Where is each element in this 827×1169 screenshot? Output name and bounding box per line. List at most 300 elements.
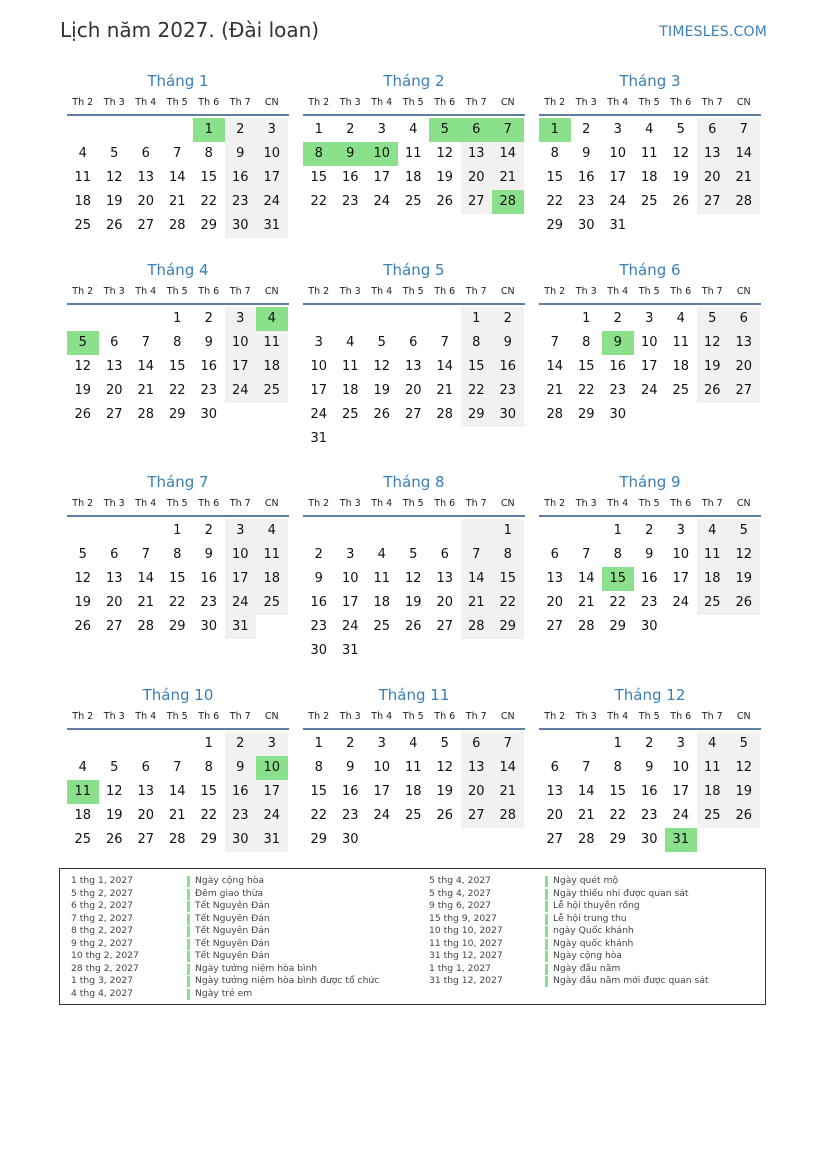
day-cell[interactable]: 10 <box>373 760 391 775</box>
day-cell[interactable]: 7 <box>141 335 150 350</box>
day-cell[interactable]: 31 <box>256 828 288 852</box>
day-cell[interactable]: 28 <box>492 804 524 828</box>
day-cell[interactable]: 3 <box>377 122 386 137</box>
day-cell[interactable]: 23 <box>492 379 524 403</box>
day-cell[interactable]: 1 <box>173 311 182 326</box>
day-cell[interactable]: 15 <box>609 784 627 799</box>
day-cell[interactable]: 22 <box>492 591 524 615</box>
day-cell[interactable]: 28 <box>577 832 595 847</box>
day-cell[interactable]: 5 <box>78 547 87 562</box>
day-cell[interactable]: 26 <box>373 407 391 422</box>
day-cell[interactable]: 28 <box>492 190 524 214</box>
day-cell[interactable]: 14 <box>168 784 186 799</box>
day-cell[interactable]: 19 <box>105 194 123 209</box>
day-cell[interactable]: 24 <box>225 379 257 403</box>
day-cell[interactable]: 17 <box>373 784 391 799</box>
day-cell[interactable]: 20 <box>105 595 123 610</box>
day-cell[interactable]: 29 <box>168 619 186 634</box>
day-cell[interactable]: 19 <box>728 780 760 804</box>
day-cell[interactable]: 15 <box>200 170 218 185</box>
day-cell[interactable]: 17 <box>256 780 288 804</box>
day-cell[interactable]: 8 <box>204 146 213 161</box>
day-cell[interactable]: 13 <box>728 331 760 355</box>
day-cell[interactable]: 11 <box>672 335 690 350</box>
day-cell[interactable]: 2 <box>346 122 355 137</box>
day-cell[interactable]: 20 <box>105 383 123 398</box>
day-cell[interactable]: 1 <box>173 523 182 538</box>
day-cell[interactable]: 23 <box>225 190 257 214</box>
day-cell[interactable]: 29 <box>609 619 627 634</box>
day-cell[interactable]: 10 <box>310 359 328 374</box>
day-cell[interactable]: 3 <box>225 519 257 543</box>
day-cell[interactable]: 22 <box>200 194 218 209</box>
day-cell[interactable]: 23 <box>577 194 595 209</box>
day-cell[interactable]: 9 <box>204 335 213 350</box>
day-cell[interactable]: 25 <box>74 832 92 847</box>
day-cell[interactable]: 22 <box>609 808 627 823</box>
day-cell[interactable]: 26 <box>728 591 760 615</box>
day-cell[interactable]: 23 <box>225 804 257 828</box>
day-cell[interactable]: 1 <box>613 523 622 538</box>
day-cell[interactable]: 2 <box>645 523 654 538</box>
day-cell[interactable]: 8 <box>582 335 591 350</box>
day-cell[interactable]: 20 <box>697 166 729 190</box>
day-cell[interactable]: 8 <box>492 543 524 567</box>
day-cell[interactable]: 9 <box>602 331 634 355</box>
day-cell[interactable]: 30 <box>492 403 524 427</box>
day-cell[interactable]: 25 <box>404 194 422 209</box>
day-cell[interactable]: 18 <box>256 355 288 379</box>
day-cell[interactable]: 31 <box>609 218 627 233</box>
day-cell[interactable]: 30 <box>341 832 359 847</box>
day-cell[interactable]: 2 <box>314 547 323 562</box>
day-cell[interactable]: 6 <box>141 146 150 161</box>
day-cell[interactable]: 20 <box>137 808 155 823</box>
day-cell[interactable]: 9 <box>492 331 524 355</box>
day-cell[interactable]: 8 <box>173 335 182 350</box>
day-cell[interactable]: 17 <box>341 595 359 610</box>
day-cell[interactable]: 9 <box>314 571 323 586</box>
day-cell[interactable]: 7 <box>173 146 182 161</box>
day-cell[interactable]: 2 <box>645 736 654 751</box>
day-cell[interactable]: 20 <box>546 595 564 610</box>
day-cell[interactable]: 31 <box>665 828 697 852</box>
day-cell[interactable]: 17 <box>609 170 627 185</box>
day-cell[interactable]: 4 <box>78 760 87 775</box>
day-cell[interactable]: 4 <box>256 307 288 331</box>
day-cell[interactable]: 15 <box>200 784 218 799</box>
day-cell[interactable]: 18 <box>697 567 729 591</box>
day-cell[interactable]: 9 <box>582 146 591 161</box>
day-cell[interactable]: 1 <box>461 307 493 331</box>
day-cell[interactable]: 11 <box>404 760 422 775</box>
day-cell[interactable]: 15 <box>310 784 328 799</box>
day-cell[interactable]: 29 <box>546 218 564 233</box>
day-cell[interactable]: 10 <box>640 335 658 350</box>
day-cell[interactable]: 22 <box>168 383 186 398</box>
day-cell[interactable]: 3 <box>377 736 386 751</box>
day-cell[interactable]: 19 <box>728 567 760 591</box>
day-cell[interactable]: 23 <box>341 194 359 209</box>
day-cell[interactable]: 16 <box>341 784 359 799</box>
day-cell[interactable]: 16 <box>341 170 359 185</box>
day-cell[interactable]: 20 <box>461 780 493 804</box>
day-cell[interactable]: 13 <box>404 359 422 374</box>
day-cell[interactable]: 1 <box>193 118 225 142</box>
day-cell[interactable]: 9 <box>225 756 257 780</box>
day-cell[interactable]: 28 <box>546 407 564 422</box>
day-cell[interactable]: 10 <box>609 146 627 161</box>
day-cell[interactable]: 26 <box>74 407 92 422</box>
day-cell[interactable]: 30 <box>640 619 658 634</box>
day-cell[interactable]: 25 <box>672 383 690 398</box>
day-cell[interactable]: 12 <box>105 784 123 799</box>
day-cell[interactable]: 23 <box>200 595 218 610</box>
day-cell[interactable]: 7 <box>582 760 591 775</box>
day-cell[interactable]: 14 <box>461 567 493 591</box>
day-cell[interactable]: 6 <box>141 760 150 775</box>
day-cell[interactable]: 16 <box>640 784 658 799</box>
day-cell[interactable]: 26 <box>728 804 760 828</box>
day-cell[interactable]: 24 <box>310 407 328 422</box>
day-cell[interactable]: 25 <box>697 804 729 828</box>
day-cell[interactable]: 7 <box>173 760 182 775</box>
day-cell[interactable]: 28 <box>168 218 186 233</box>
day-cell[interactable]: 7 <box>550 335 559 350</box>
day-cell[interactable]: 18 <box>373 595 391 610</box>
day-cell[interactable]: 18 <box>404 784 422 799</box>
day-cell[interactable]: 21 <box>168 808 186 823</box>
day-cell[interactable]: 6 <box>110 335 119 350</box>
day-cell[interactable]: 14 <box>728 142 760 166</box>
day-cell[interactable]: 5 <box>67 331 99 355</box>
day-cell[interactable]: 14 <box>492 756 524 780</box>
day-cell[interactable]: 27 <box>137 832 155 847</box>
day-cell[interactable]: 10 <box>672 547 690 562</box>
day-cell[interactable]: 22 <box>200 808 218 823</box>
day-cell[interactable]: 17 <box>256 166 288 190</box>
day-cell[interactable]: 28 <box>168 832 186 847</box>
day-cell[interactable]: 26 <box>672 194 690 209</box>
day-cell[interactable]: 10 <box>341 571 359 586</box>
day-cell[interactable]: 17 <box>373 170 391 185</box>
day-cell[interactable]: 1 <box>613 736 622 751</box>
day-cell[interactable]: 13 <box>137 170 155 185</box>
day-cell[interactable]: 24 <box>256 190 288 214</box>
day-cell[interactable]: 15 <box>461 355 493 379</box>
day-cell[interactable]: 12 <box>404 571 422 586</box>
day-cell[interactable]: 27 <box>461 190 493 214</box>
day-cell[interactable]: 13 <box>105 571 123 586</box>
day-cell[interactable]: 14 <box>577 571 595 586</box>
day-cell[interactable]: 13 <box>436 571 454 586</box>
day-cell[interactable]: 29 <box>168 407 186 422</box>
day-cell[interactable]: 8 <box>461 331 493 355</box>
day-cell[interactable]: 18 <box>341 383 359 398</box>
day-cell[interactable]: 17 <box>225 355 257 379</box>
day-cell[interactable]: 3 <box>676 523 685 538</box>
day-cell[interactable]: 11 <box>256 331 288 355</box>
day-cell[interactable]: 11 <box>640 146 658 161</box>
day-cell[interactable]: 9 <box>225 142 257 166</box>
day-cell[interactable]: 21 <box>436 383 454 398</box>
day-cell[interactable]: 6 <box>697 118 729 142</box>
day-cell[interactable]: 13 <box>697 142 729 166</box>
day-cell[interactable]: 21 <box>492 166 524 190</box>
day-cell[interactable]: 22 <box>461 379 493 403</box>
day-cell[interactable]: 21 <box>137 383 155 398</box>
day-cell[interactable]: 18 <box>697 780 729 804</box>
day-cell[interactable]: 18 <box>74 194 92 209</box>
day-cell[interactable]: 24 <box>609 194 627 209</box>
day-cell[interactable]: 27 <box>546 619 564 634</box>
day-cell[interactable]: 18 <box>74 808 92 823</box>
day-cell[interactable]: 19 <box>373 383 391 398</box>
day-cell[interactable]: 26 <box>697 379 729 403</box>
day-cell[interactable]: 19 <box>436 784 454 799</box>
day-cell[interactable]: 5 <box>409 547 418 562</box>
day-cell[interactable]: 10 <box>256 142 288 166</box>
day-cell[interactable]: 24 <box>373 808 391 823</box>
day-cell[interactable]: 5 <box>440 736 449 751</box>
day-cell[interactable]: 9 <box>346 760 355 775</box>
day-cell[interactable]: 15 <box>546 170 564 185</box>
day-cell[interactable]: 14 <box>168 170 186 185</box>
day-cell[interactable]: 8 <box>550 146 559 161</box>
day-cell[interactable]: 18 <box>404 170 422 185</box>
day-cell[interactable]: 15 <box>168 359 186 374</box>
day-cell[interactable]: 7 <box>492 118 524 142</box>
day-cell[interactable]: 2 <box>204 523 213 538</box>
day-cell[interactable]: 11 <box>404 146 422 161</box>
day-cell[interactable]: 10 <box>225 331 257 355</box>
day-cell[interactable]: 8 <box>314 760 323 775</box>
day-cell[interactable]: 12 <box>728 543 760 567</box>
day-cell[interactable]: 3 <box>346 547 355 562</box>
day-cell[interactable]: 13 <box>461 142 493 166</box>
day-cell[interactable]: 16 <box>640 571 658 586</box>
day-cell[interactable]: 18 <box>640 170 658 185</box>
day-cell[interactable]: 3 <box>256 118 288 142</box>
day-cell[interactable]: 7 <box>728 118 760 142</box>
day-cell[interactable]: 19 <box>404 595 422 610</box>
day-cell[interactable]: 1 <box>314 122 323 137</box>
day-cell[interactable]: 20 <box>728 355 760 379</box>
day-cell[interactable]: 23 <box>640 595 658 610</box>
day-cell[interactable]: 8 <box>204 760 213 775</box>
day-cell[interactable]: 15 <box>577 359 595 374</box>
day-cell[interactable]: 26 <box>105 218 123 233</box>
day-cell[interactable]: 20 <box>404 383 422 398</box>
day-cell[interactable]: 6 <box>461 732 493 756</box>
day-cell[interactable]: 19 <box>697 355 729 379</box>
day-cell[interactable]: 12 <box>436 760 454 775</box>
day-cell[interactable]: 1 <box>314 736 323 751</box>
brand-link[interactable]: TIMESLES.COM <box>659 24 767 40</box>
day-cell[interactable]: 13 <box>546 571 564 586</box>
day-cell[interactable]: 3 <box>676 736 685 751</box>
day-cell[interactable]: 2 <box>582 122 591 137</box>
day-cell[interactable]: 19 <box>436 170 454 185</box>
day-cell[interactable]: 5 <box>429 118 461 142</box>
day-cell[interactable]: 25 <box>404 808 422 823</box>
day-cell[interactable]: 20 <box>461 166 493 190</box>
day-cell[interactable]: 11 <box>341 359 359 374</box>
day-cell[interactable]: 16 <box>225 780 257 804</box>
day-cell[interactable]: 19 <box>74 595 92 610</box>
day-cell[interactable]: 6 <box>440 547 449 562</box>
day-cell[interactable]: 9 <box>204 547 213 562</box>
day-cell[interactable]: 24 <box>640 383 658 398</box>
day-cell[interactable]: 7 <box>141 547 150 562</box>
day-cell[interactable]: 3 <box>225 307 257 331</box>
day-cell[interactable]: 12 <box>74 571 92 586</box>
day-cell[interactable]: 4 <box>409 122 418 137</box>
day-cell[interactable]: 12 <box>105 170 123 185</box>
day-cell[interactable]: 24 <box>672 595 690 610</box>
day-cell[interactable]: 5 <box>377 335 386 350</box>
day-cell[interactable]: 13 <box>546 784 564 799</box>
day-cell[interactable]: 1 <box>539 118 571 142</box>
day-cell[interactable]: 15 <box>168 571 186 586</box>
day-cell[interactable]: 2 <box>225 118 257 142</box>
day-cell[interactable]: 23 <box>341 808 359 823</box>
day-cell[interactable]: 14 <box>137 571 155 586</box>
day-cell[interactable]: 13 <box>461 756 493 780</box>
day-cell[interactable]: 24 <box>225 591 257 615</box>
day-cell[interactable]: 11 <box>373 571 391 586</box>
day-cell[interactable]: 3 <box>645 311 654 326</box>
day-cell[interactable]: 1 <box>204 736 213 751</box>
day-cell[interactable]: 17 <box>672 784 690 799</box>
day-cell[interactable]: 6 <box>461 118 493 142</box>
day-cell[interactable]: 12 <box>728 756 760 780</box>
day-cell[interactable]: 22 <box>310 194 328 209</box>
day-cell[interactable]: 12 <box>373 359 391 374</box>
day-cell[interactable]: 22 <box>310 808 328 823</box>
day-cell[interactable]: 17 <box>225 567 257 591</box>
day-cell[interactable]: 12 <box>672 146 690 161</box>
day-cell[interactable]: 31 <box>310 431 328 446</box>
day-cell[interactable]: 3 <box>314 335 323 350</box>
day-cell[interactable]: 13 <box>105 359 123 374</box>
day-cell[interactable]: 23 <box>310 619 328 634</box>
day-cell[interactable]: 23 <box>640 808 658 823</box>
day-cell[interactable]: 11 <box>697 543 729 567</box>
day-cell[interactable]: 20 <box>137 194 155 209</box>
day-cell[interactable]: 8 <box>303 142 335 166</box>
day-cell[interactable]: 6 <box>550 760 559 775</box>
day-cell[interactable]: 2 <box>346 736 355 751</box>
day-cell[interactable]: 25 <box>640 194 658 209</box>
day-cell[interactable]: 21 <box>577 595 595 610</box>
day-cell[interactable]: 27 <box>728 379 760 403</box>
day-cell[interactable]: 27 <box>697 190 729 214</box>
day-cell[interactable]: 15 <box>602 567 634 591</box>
day-cell[interactable]: 17 <box>310 383 328 398</box>
day-cell[interactable]: 8 <box>173 547 182 562</box>
day-cell[interactable]: 16 <box>492 355 524 379</box>
day-cell[interactable]: 21 <box>461 591 493 615</box>
day-cell[interactable]: 29 <box>492 615 524 639</box>
day-cell[interactable]: 24 <box>256 804 288 828</box>
day-cell[interactable]: 30 <box>577 218 595 233</box>
day-cell[interactable]: 14 <box>546 359 564 374</box>
day-cell[interactable]: 21 <box>492 780 524 804</box>
day-cell[interactable]: 16 <box>200 571 218 586</box>
day-cell[interactable]: 7 <box>440 335 449 350</box>
day-cell[interactable]: 27 <box>404 407 422 422</box>
day-cell[interactable]: 5 <box>676 122 685 137</box>
day-cell[interactable]: 19 <box>105 808 123 823</box>
day-cell[interactable]: 20 <box>546 808 564 823</box>
day-cell[interactable]: 10 <box>672 760 690 775</box>
day-cell[interactable]: 24 <box>341 619 359 634</box>
day-cell[interactable]: 16 <box>200 359 218 374</box>
day-cell[interactable]: 18 <box>256 567 288 591</box>
day-cell[interactable]: 15 <box>310 170 328 185</box>
day-cell[interactable]: 25 <box>256 591 288 615</box>
day-cell[interactable]: 21 <box>546 383 564 398</box>
day-cell[interactable]: 27 <box>137 218 155 233</box>
day-cell[interactable]: 15 <box>492 567 524 591</box>
day-cell[interactable]: 30 <box>225 828 257 852</box>
day-cell[interactable]: 30 <box>200 619 218 634</box>
day-cell[interactable]: 28 <box>577 619 595 634</box>
day-cell[interactable]: 25 <box>697 591 729 615</box>
day-cell[interactable]: 26 <box>404 619 422 634</box>
day-cell[interactable]: 27 <box>461 804 493 828</box>
day-cell[interactable]: 30 <box>310 643 328 658</box>
day-cell[interactable]: 2 <box>492 307 524 331</box>
day-cell[interactable]: 31 <box>225 615 257 639</box>
day-cell[interactable]: 4 <box>697 519 729 543</box>
day-cell[interactable]: 22 <box>577 383 595 398</box>
day-cell[interactable]: 18 <box>672 359 690 374</box>
day-cell[interactable]: 26 <box>105 832 123 847</box>
day-cell[interactable]: 4 <box>645 122 654 137</box>
day-cell[interactable]: 30 <box>200 407 218 422</box>
day-cell[interactable]: 16 <box>310 595 328 610</box>
day-cell[interactable]: 14 <box>436 359 454 374</box>
day-cell[interactable]: 12 <box>697 331 729 355</box>
day-cell[interactable]: 14 <box>137 359 155 374</box>
day-cell[interactable]: 9 <box>335 142 367 166</box>
day-cell[interactable]: 7 <box>582 547 591 562</box>
day-cell[interactable]: 4 <box>377 547 386 562</box>
day-cell[interactable]: 6 <box>110 547 119 562</box>
day-cell[interactable]: 14 <box>577 784 595 799</box>
day-cell[interactable]: 30 <box>640 832 658 847</box>
day-cell[interactable]: 28 <box>436 407 454 422</box>
day-cell[interactable]: 27 <box>105 407 123 422</box>
day-cell[interactable]: 9 <box>645 547 654 562</box>
day-cell[interactable]: 25 <box>74 218 92 233</box>
day-cell[interactable]: 21 <box>728 166 760 190</box>
day-cell[interactable]: 6 <box>550 547 559 562</box>
day-cell[interactable]: 6 <box>728 307 760 331</box>
day-cell[interactable]: 12 <box>74 359 92 374</box>
day-cell[interactable]: 28 <box>461 615 493 639</box>
day-cell[interactable]: 29 <box>577 407 595 422</box>
day-cell[interactable]: 14 <box>492 142 524 166</box>
day-cell[interactable]: 16 <box>577 170 595 185</box>
day-cell[interactable]: 5 <box>110 146 119 161</box>
day-cell[interactable]: 19 <box>672 170 690 185</box>
day-cell[interactable]: 30 <box>609 407 627 422</box>
day-cell[interactable]: 25 <box>373 619 391 634</box>
day-cell[interactable]: 25 <box>341 407 359 422</box>
